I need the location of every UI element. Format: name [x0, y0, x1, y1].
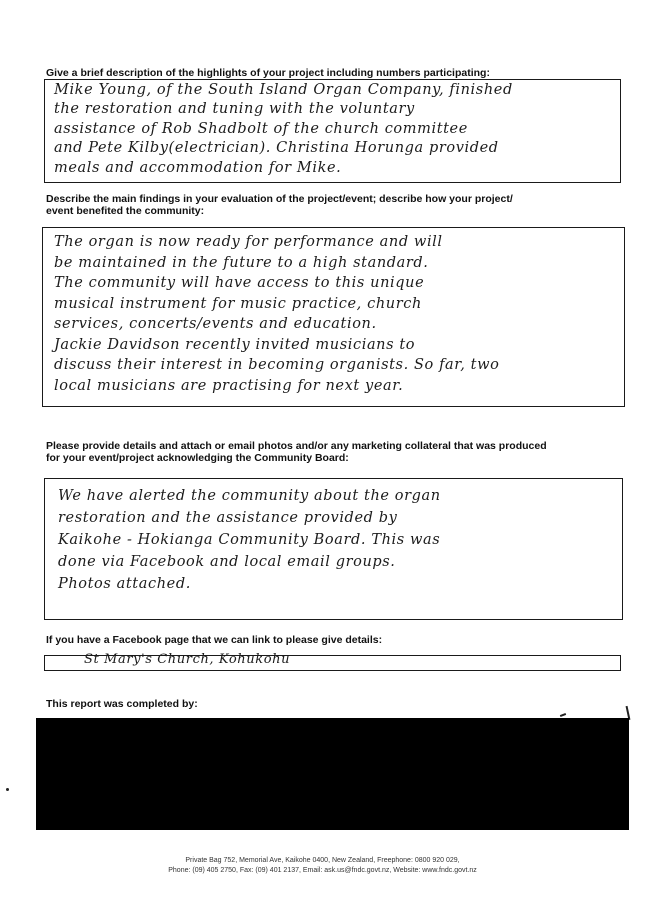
handwritten-line: Mike Young, of the South Island Organ Company, finished	[54, 82, 513, 98]
handwritten-line: services, concerts/events and education.	[54, 316, 377, 332]
handwritten-line: We have alerted the community about the organ	[58, 488, 441, 504]
handwritten-line: The community will have access to this unique	[54, 275, 425, 291]
handwritten-line: local musicians are practising for next year.	[54, 377, 404, 394]
redacted-block	[36, 718, 629, 830]
handwritten-line: and Pete Kilby(electrician). Christina Horunga provided	[54, 140, 499, 157]
footer-contact: Phone: (09) 405 2750, Fax: (09) 401 2137, Email: ask.us@fndc.govt.nz, Website: www.fndc.govt.nz	[168, 867, 477, 874]
signature-mark	[560, 713, 566, 717]
handwritten-line: meals and accommodation for Mike.	[54, 159, 342, 176]
handwritten-line: be maintained in the future to a high standard.	[54, 254, 429, 271]
handwritten-highlights	[54, 81, 513, 178]
question-completed-by: This report was completed by:	[46, 698, 198, 710]
question-facebook: If you have a Facebook page that we can link to please give details:	[46, 634, 383, 646]
footer-address: Private Bag 752, Memorial Ave, Kaikohe 0400, New Zealand, Freephone: 0800 920 029,	[185, 857, 460, 864]
handwritten-line: Jackie Davidson recently invited musicians to	[54, 336, 416, 353]
handwritten-line: musical instrument for music practice, church	[54, 295, 422, 312]
question-highlights: Give a brief description of the highlights of your project including numbers participating:	[46, 67, 490, 79]
question-findings-line2: event benefited the community:	[46, 205, 205, 217]
question-findings-line1: Describe the main findings in your evaluation of the project/event; describe how your project/	[46, 193, 513, 205]
handwritten-line: discuss their interest in becoming organists. So far, two	[54, 357, 500, 373]
handwritten-line: assistance of Rob Shadbolt of the church committee	[54, 120, 468, 137]
handwritten-line: Photos attached.	[58, 576, 191, 592]
handwritten-line: done via Facebook and local email groups.	[58, 554, 396, 570]
handwritten-facebook: St Mary's Church, Kohukohu	[84, 652, 291, 667]
handwritten-line: restoration and the assistance provided by	[58, 510, 398, 526]
scan-dot	[6, 788, 9, 791]
question-marketing-line1: Please provide details and attach or email photos and/or any marketing collateral that was produced	[46, 440, 547, 452]
handwritten-line: The organ is now ready for performance and will	[54, 234, 443, 250]
handwritten-marketing	[58, 485, 441, 595]
handwritten-line: the restoration and tuning with the voluntary	[54, 101, 415, 118]
question-marketing-line2: for your event/project acknowledging the Community Board:	[46, 452, 349, 464]
handwritten-line: Kaikohe - Hokianga Community Board. This was	[58, 532, 441, 548]
handwritten-findings	[54, 232, 499, 396]
